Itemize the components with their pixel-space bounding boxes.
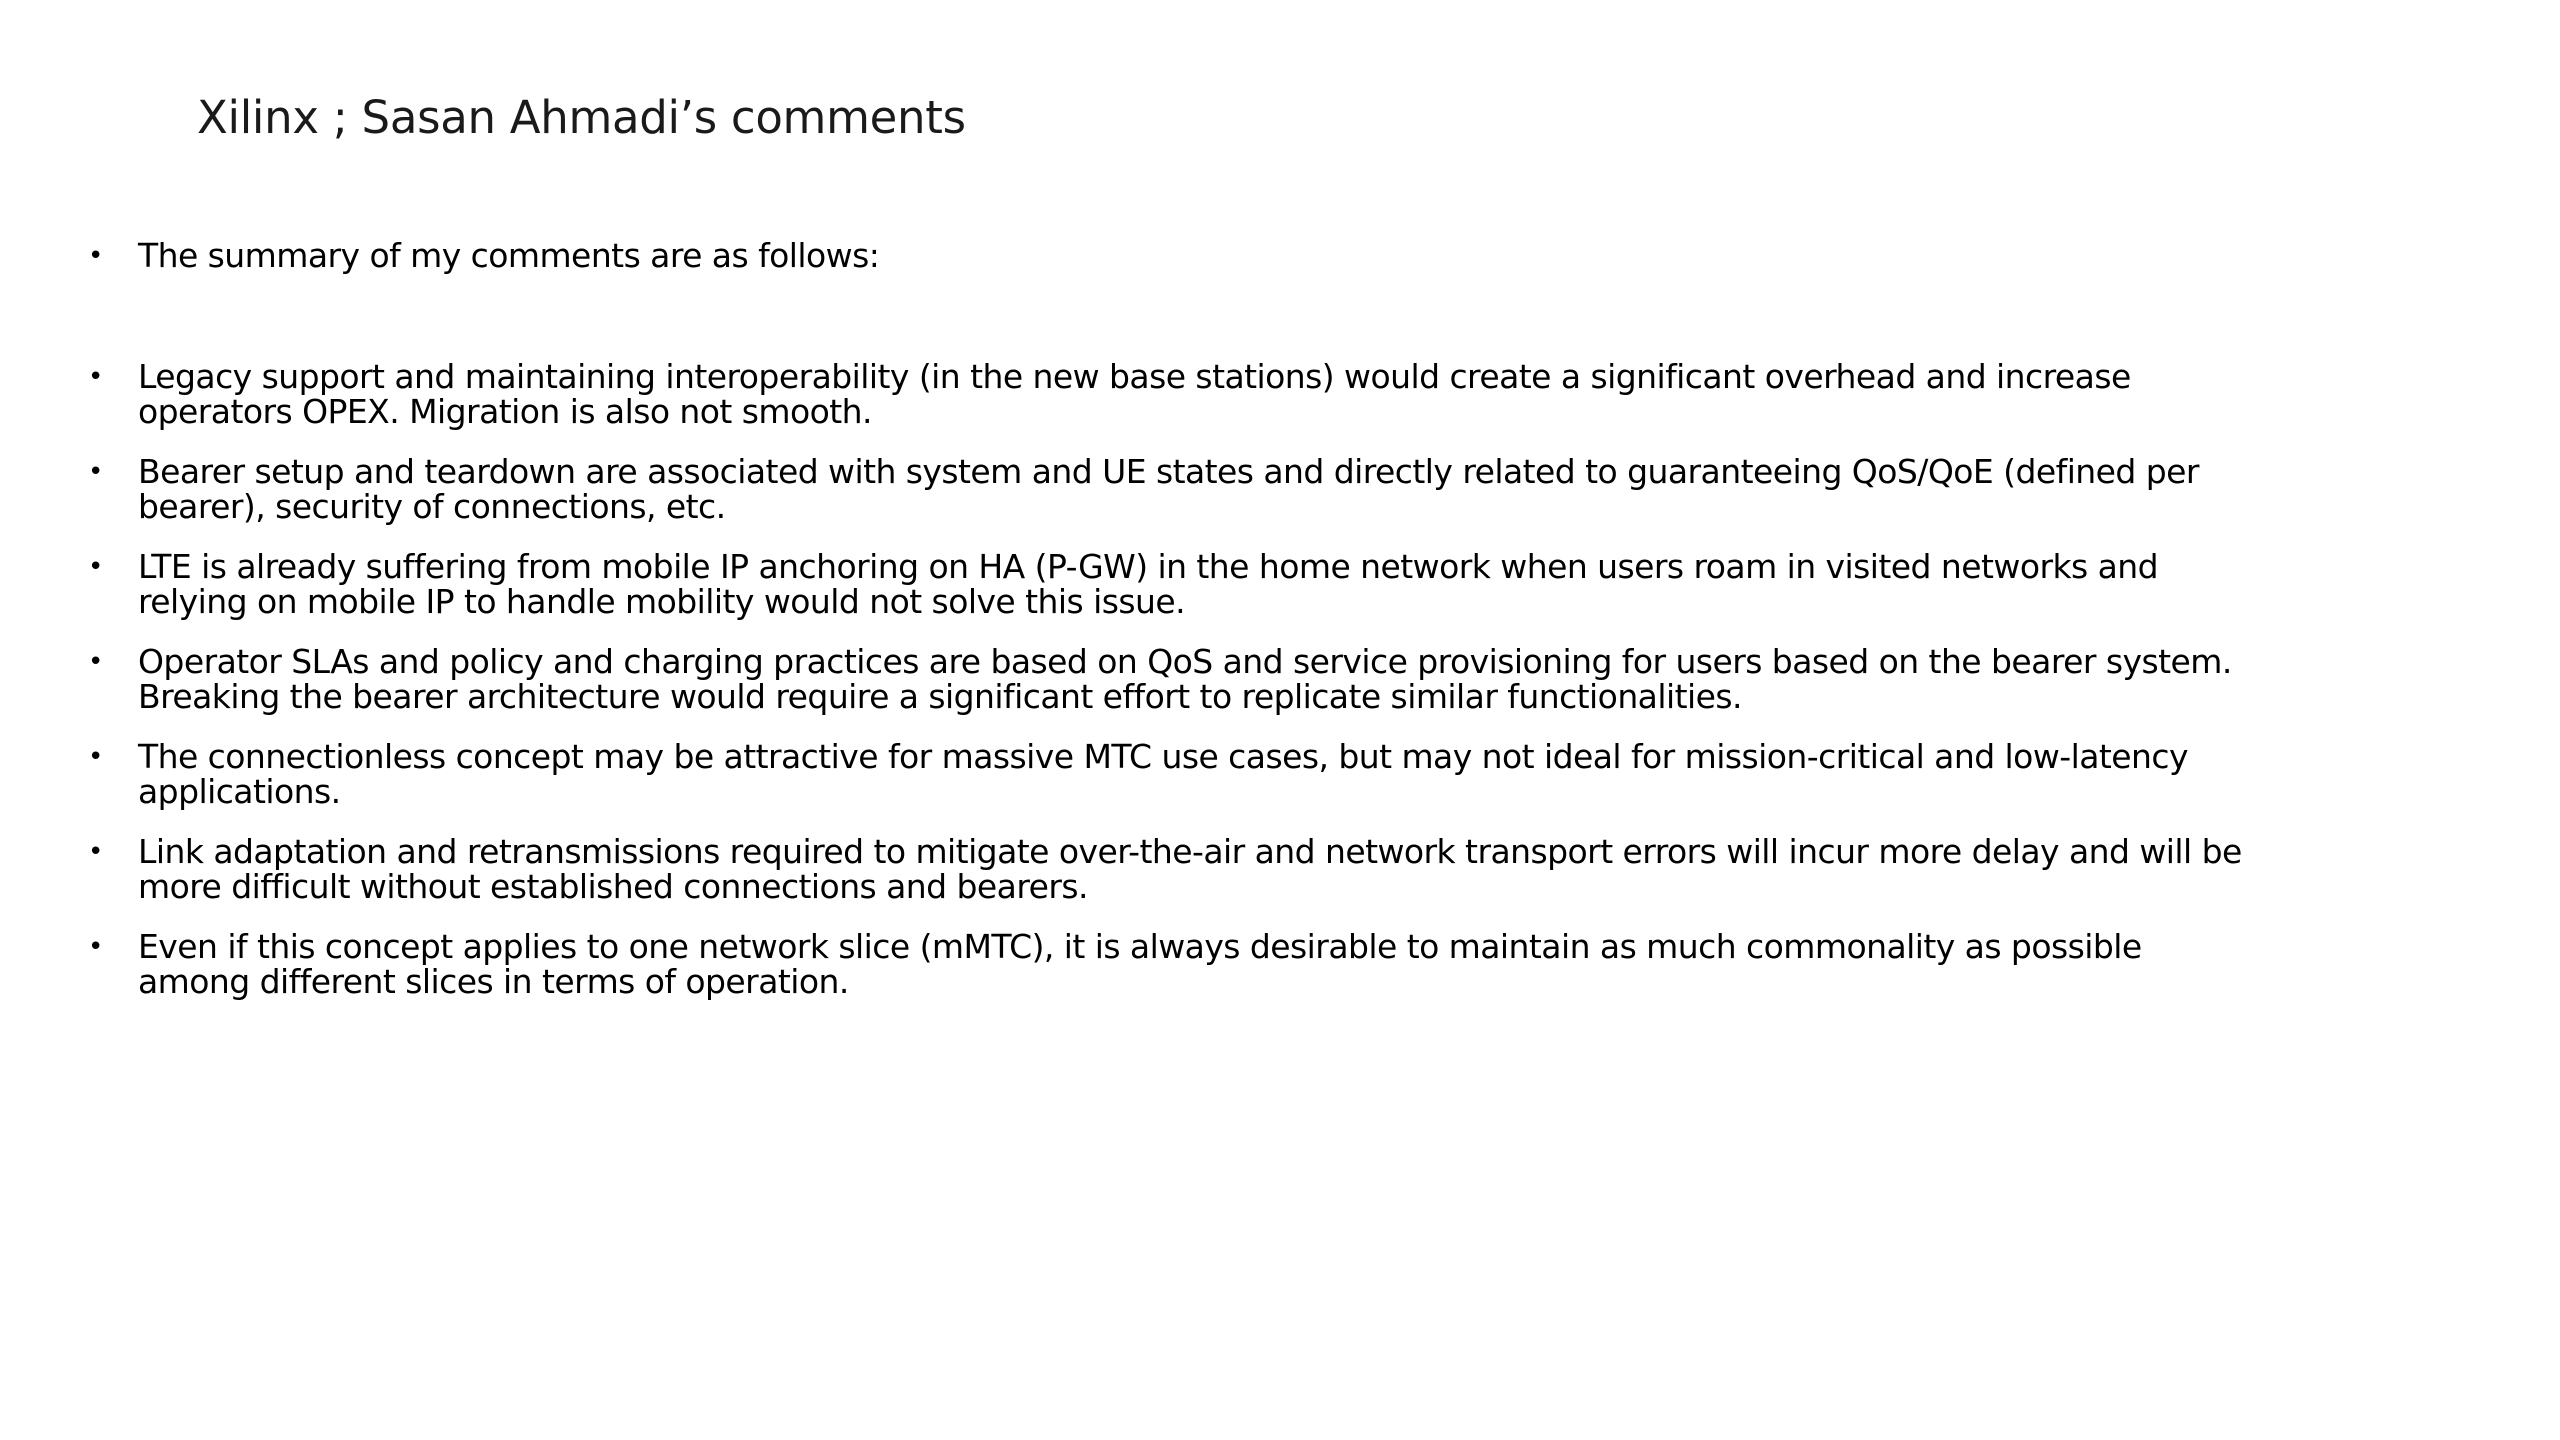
bullet-icon: •: [88, 647, 103, 677]
bullet-item-operator-slas: [0, 642, 2258, 716]
bullet-icon: •: [88, 362, 103, 392]
bullet-item-legacy-support: [0, 357, 2258, 431]
bullet-icon: •: [88, 552, 103, 582]
bullet-text: Even if this concept applies to one network slice (mMTC), it is always desirable to maintain as much commonality as possible among different slices in terms of operation.: [138, 927, 2142, 1001]
bullet-text: Operator SLAs and policy and charging practices are based on QoS and service provisioning for users based on the bearer system. Breaking the bearer architecture would require a significant effort to replicate similar functionalities.: [138, 642, 2232, 716]
bullet-icon: •: [88, 742, 103, 772]
bullet-text: The connectionless concept may be attractive for massive MTC use cases, but may not ideal for mission-critical and low-latency applications.: [138, 737, 2188, 811]
bullet-item-network-slice: [0, 927, 2258, 1001]
bullet-text: Legacy support and maintaining interoperability (in the new base stations) would create a significant overhead and increase operators OPEX. Migration is also not smooth.: [138, 357, 2131, 431]
bullet-text: Link adaptation and retransmissions required to mitigate over-the-air and network transport errors will incur more delay and will be more difficult without established connections and bearers.: [138, 832, 2242, 906]
bullet-item-link-adaptation: [0, 832, 2258, 906]
bullet-text: Bearer setup and teardown are associated with system and UE states and directly related to guaranteeing QoS/QoE (defined per bearer), security of connections, etc.: [138, 452, 2199, 526]
slide-title: Xilinx ; Sasan Ahmadi’s comments: [197, 91, 966, 144]
bullet-icon: •: [88, 932, 103, 962]
bullet-icon: •: [88, 837, 103, 867]
bullet-icon: •: [88, 241, 103, 271]
bullet-item-bearer-setup: [0, 452, 2258, 526]
bullet-item-lte-mobile-ip: [0, 547, 2258, 621]
bullet-icon: •: [88, 457, 103, 487]
intro-item: [0, 236, 2258, 275]
bullet-text: LTE is already suffering from mobile IP anchoring on HA (P-GW) in the home network when users roam in visited networks and relying on mobile IP to handle mobility would not solve this issue.: [138, 547, 2159, 621]
bullet-item-connectionless: [0, 737, 2258, 811]
bullet-list: [0, 357, 2258, 1025]
intro-text: The summary of my comments are as follows:: [138, 236, 880, 275]
intro-list: [0, 236, 2258, 300]
